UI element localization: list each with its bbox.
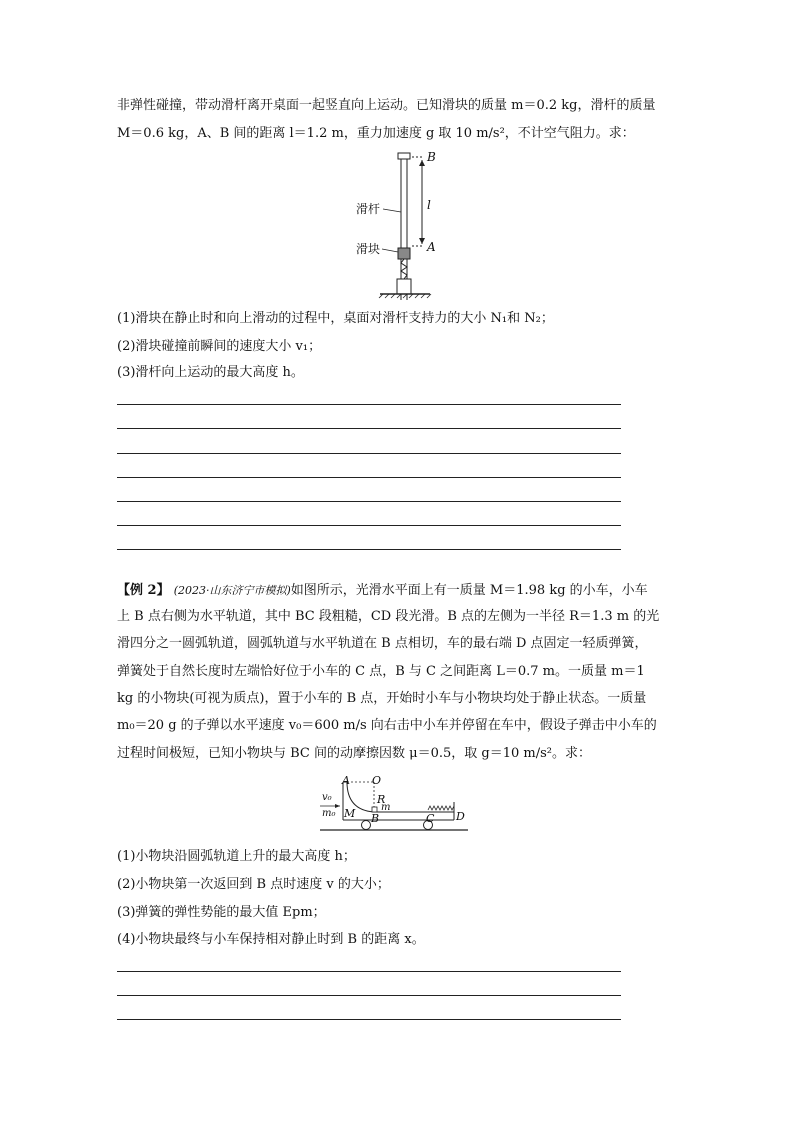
problem2-line1 [117, 581, 648, 601]
answer-line[interactable] [117, 501, 621, 502]
figure2-label-v0: v₀ [322, 792, 332, 803]
figure1-label-rod: 滑杆 [356, 202, 381, 216]
problem2-line6: m₀＝20 g 的子弹以水平速度 v₀＝600 m/s 向右击中小车并停留在车中，假设子弹击中小车的 [117, 718, 657, 733]
problem2-line7: 过程时间极短，已知小物块与 BC 间的动摩擦因数 μ＝0.5，取 g＝10 m/s²。求： [117, 746, 591, 761]
figure2-label-B: B [371, 812, 380, 825]
problem2-line4: 弹簧处于自然长度时左端恰好位于小车的 C 点，B 与 C 之间距离 L＝0.7 m。一质量 m＝1 [117, 664, 645, 679]
figure-sliding-rod [350, 148, 450, 300]
problem2-question-1: (1)小物块沿圆弧轨道上升的最大高度 h； [117, 849, 356, 864]
figure2-label-M: M [344, 807, 356, 820]
figure2-label-O: O [372, 774, 382, 787]
figure2-label-R: R [377, 793, 386, 806]
figure2-label-C: C [426, 812, 435, 825]
answer-line[interactable] [117, 549, 621, 550]
problem2-tag: 【例 2】 [117, 583, 170, 598]
answer-line[interactable] [117, 1019, 621, 1020]
answer-line[interactable] [117, 404, 621, 405]
problem1-intro-line2: M＝0.6 kg，A、B 间的距离 l＝1.2 m，重力加速度 g 取 10 m/s²，不计空气阻力。求： [117, 126, 635, 141]
problem1-question-3: (3)滑杆向上运动的最大高度 h。 [117, 365, 304, 380]
problem2-question-4: (4)小物块最终与小车保持相对静止时到 B 的距离 x。 [117, 932, 425, 947]
answer-line[interactable] [117, 453, 621, 454]
answer-line[interactable] [117, 428, 621, 429]
answer-line[interactable] [117, 995, 621, 996]
problem2-source: (2023·山东济宁市模拟) [173, 584, 291, 597]
answer-line[interactable] [117, 525, 621, 526]
problem1-question-1: (1)滑块在静止时和向上滑动的过程中，桌面对滑杆支持力的大小 N₁和 N₂； [117, 311, 554, 326]
figure1-label-B: B [427, 150, 436, 164]
problem1-question-2: (2)滑块碰撞前瞬间的速度大小 v₁； [117, 339, 322, 354]
figure1-label-block: 滑块 [356, 242, 381, 256]
figure2-label-m: m [381, 802, 391, 813]
problem2-question-3: (3)弹簧的弹性势能的最大值 Epm； [117, 905, 326, 920]
answer-line[interactable] [117, 971, 621, 972]
problem2-line5: kg 的小物块(可视为质点)，置于小车的 B 点，开始时小车与小物块均处于静止状态。一质量 [117, 691, 647, 706]
figure2-label-A: A [342, 774, 350, 787]
problem1-intro-line1: 非弹性碰撞，带动滑杆离开桌面一起竖直向上运动。已知滑块的质量 m＝0.2 kg，滑杆的质量 [117, 98, 656, 113]
figure2-label-m0: m₀ [322, 808, 336, 819]
problem2-line2: 上 B 点右侧为水平轨道，其中 BC 段粗糙，CD 段光滑。B 点的左侧为一半径 R＝1.3 m 的光 [117, 609, 660, 624]
figure1-label-A: A [427, 240, 436, 254]
answer-line[interactable] [117, 477, 621, 478]
problem2-line1-text: 如图所示，光滑水平面上有一质量 M＝1.98 kg 的小车，小车 [290, 583, 648, 598]
figure2-label-D: D [456, 810, 465, 823]
figure1-label-l: l [427, 198, 431, 212]
problem2-line3: 滑四分之一圆弧轨道，圆弧轨道与水平轨道在 B 点相切，车的最右端 D 点固定一轻质弹簧， [117, 636, 648, 651]
problem2-question-2: (2)小物块第一次返回到 B 点时速度 v 的大小； [117, 877, 390, 892]
